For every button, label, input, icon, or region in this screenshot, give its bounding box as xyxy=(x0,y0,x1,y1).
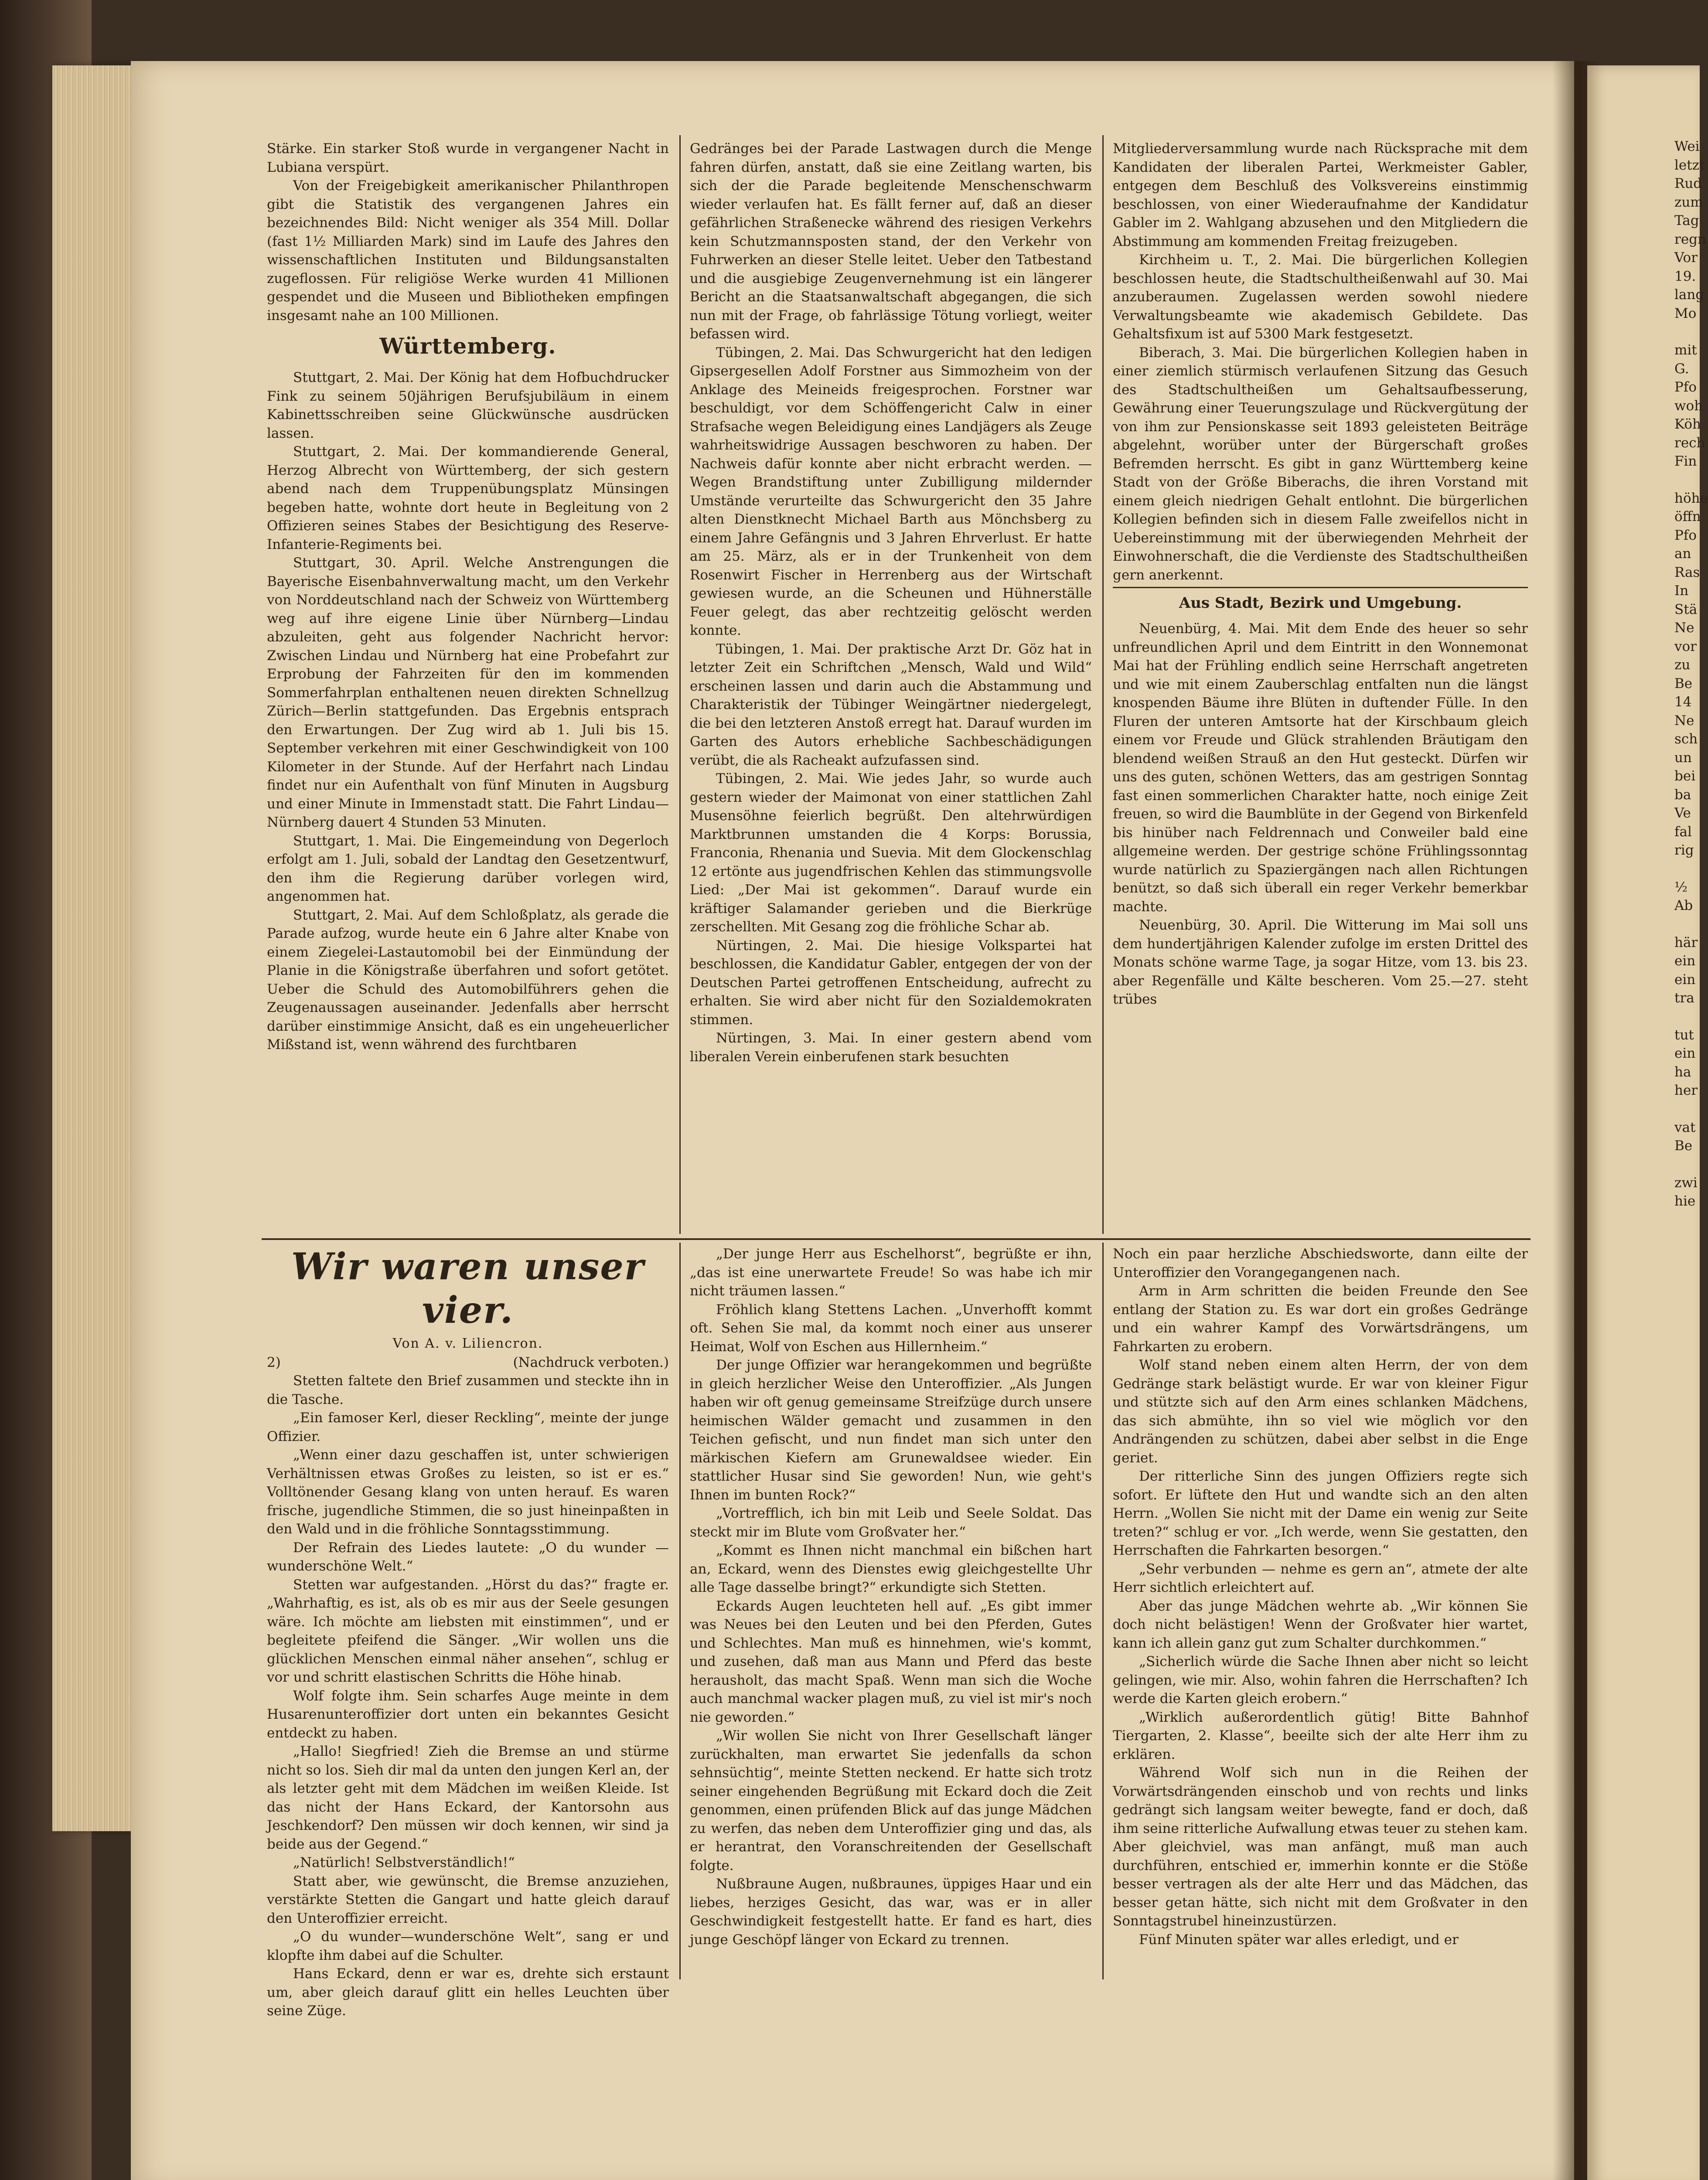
next-page-line: tut xyxy=(1674,1027,1694,1043)
next-page-line: tra xyxy=(1674,990,1694,1006)
next-page-line: Mo xyxy=(1674,305,1697,321)
next-page-line: G. xyxy=(1674,361,1689,377)
next-page-line: ha xyxy=(1674,1064,1691,1080)
news-item: Neuenbürg, 30. April. Die Witterung im Mai soll uns dem hundertjährigen Kalender zufolge im ersten Drittel des Monats schöne warme Tage, ja sogar Hitze, vom 13. bis 23. aber Regenfälle und Kälte bescheren. Vom 25.—27. steht trübes xyxy=(1113,917,1528,1007)
next-page-line xyxy=(1674,1100,1701,1118)
next-page-line: regn xyxy=(1674,231,1706,247)
next-page-line: 14 xyxy=(1674,694,1692,710)
next-page-line: här xyxy=(1674,934,1698,950)
news-item: Stuttgart, 1. Mai. Die Eingemeindung von Degerloch erfolgt am 1. Juli, sobald der Landtag den Gesetzentwurf, den ihm die Regierung darüber vorlegen wird, angenommen hat. xyxy=(267,833,669,904)
column-rule xyxy=(1102,135,1104,1234)
news-item: Tübingen, 2. Mai. Das Schwurgericht hat den ledigen Gipsergesellen Adolf Forstner aus Simmozheim von der Anklage des Meineids freigesprochen. Forstner war beschuldigt, vor dem Schöffengericht Calw in einer Strafsache wegen Beleidigung eines Landjägers als Zeuge wahrheitswidrige Aussagen beschworen zu haben. Der Nachweis dafür konnte aber nicht erbracht werden. — Wegen Brandstiftung unter Zubilligung mildernder Umstände verurteilte das Schwurgericht den 35 Jahre alten Dienstknecht Michael Barth aus Mönchsberg zu einem Jahre Gefängnis und 3 Jahren Ehrverlust. Er hatte am 25. März, als er in der Trunkenheit von dem Rosenwirt Fischer in Herrenberg aus der Wirtschaft gewiesen wurde, an die Scheunen und Hühnerställe Feuer gelegt, das aber rechtzeitig gelöscht werden konnte. xyxy=(690,344,1092,638)
next-page-line: Be xyxy=(1674,675,1693,691)
story-paragraph: „Wirklich außerordentlich gütig! Bitte Bahnhof Tiergarten, 2. Klasse“, beeilte sich der alte Herr ihm zu erklären. xyxy=(1113,1709,1528,1762)
section-heading-wuerttemberg: Württemberg. xyxy=(379,333,556,359)
next-page-line: an xyxy=(1674,546,1691,562)
next-page-line: zum xyxy=(1674,194,1703,210)
next-page-line xyxy=(1674,323,1701,341)
story-paragraph: Aber das junge Mädchen wehrte ab. „Wir können Sie doch nicht belästigen! Wenn der Großvater hier wartet, kann ich allein ganz gut zum Schalter durchkommen.“ xyxy=(1113,1598,1528,1651)
next-page-line: Fin xyxy=(1674,453,1697,469)
next-page-line: rech xyxy=(1674,435,1705,451)
next-page-line: ein xyxy=(1674,953,1696,969)
column-rule xyxy=(679,135,681,1234)
story-paragraph: „Ein famoser Kerl, dieser Reckling“, meinte der junge Offizier. xyxy=(267,1410,669,1444)
next-page-line: Ras xyxy=(1674,564,1700,580)
story-paragraph: „Vortrefflich, ich bin mit Leib und Seele Soldat. Das steckt mir im Blute vom Großvater her.“ xyxy=(690,1506,1092,1540)
next-page-line: öffn xyxy=(1674,509,1701,525)
next-page-line: Pfo xyxy=(1674,527,1697,543)
news-item: Mitgliederversammlung wurde nach Rücksprache mit dem Kandidaten der liberalen Partei, Werkmeister Gabler, entgegen dem Beschluß des Volksvereins einstimmig beschlossen, von einer Wiederaufnahme der Kandidatur Gabler im 2. Wahlgang abzusehen und den Mitgliedern die Abstimmung am kommenden Freitag freizugeben. xyxy=(1113,141,1528,249)
next-page-line: Tag xyxy=(1674,213,1699,228)
story-paragraph: „Sicherlich würde die Sache Ihnen aber nicht so leicht gelingen, wie mir. Also, wohin fahren die Herrschaften? Ich werde die Karten gleich erobern.“ xyxy=(1113,1654,1528,1707)
next-page-line: bei xyxy=(1674,768,1696,784)
next-page-line: Ve xyxy=(1674,805,1691,821)
next-page-line: Vor xyxy=(1674,250,1698,266)
story-paragraph: Fünf Minuten später war alles erledigt, und er xyxy=(1139,1931,1459,1948)
next-page-line: Stä xyxy=(1674,601,1698,617)
story-paragraph: „Hallo! Siegfried! Zieh die Bremse an und stürme nicht so los. Sieh dir mal da unten den jungen Kerl an, der als letzter geht mit dem Mädchen im weißen Kleide. Ist das nicht der Hans Eckard, der Kantorsohn aus Jeschkendorf? Den müssen wir doch kennen, wir sind ja beide aus der Gegend.“ xyxy=(267,1744,669,1852)
next-page-line: hie xyxy=(1674,1193,1696,1209)
next-page-line xyxy=(1674,1155,1701,1174)
next-page-line: Rud xyxy=(1674,176,1702,191)
news-column-1 xyxy=(267,140,669,1234)
story-paragraph: Während Wolf sich nun in die Reihen der Vorwärtsdrängenden einschob und von rechts und links gedrängt sich langsam weiter bewegte, fand er doch, daß ihm seine ritterliche Aufwallung etwas teuer zu stehen kam. Aber gleichviel, was man anfängt, muß man auch durchführen, entschied er, immerhin konnte er die Stöße besser vertragen als der alte Herr und das Mädchen, das besser getan hätte, sich nicht mit dem Großvater in den Sonntagstrubel hineinzustürzen. xyxy=(1113,1765,1528,1929)
story-paragraph: Hans Eckard, denn er war es, drehte sich erstaunt um, aber gleich darauf glitt ein helles Leuchten über seine Züge. xyxy=(267,1966,669,2019)
next-page-line: mit xyxy=(1674,342,1697,358)
next-page-line: zwi xyxy=(1674,1175,1698,1191)
story-paragraph: „Natürlich! Selbstverständlich!“ xyxy=(293,1855,515,1870)
next-page-line: Wei xyxy=(1674,139,1700,154)
news-item: Stuttgart, 2. Mai. Der kommandierende General, Herzog Albrecht von Württemberg, der sich gestern abend nach dem Truppenübungsplatz Münsingen begeben hatte, wohnte dort heute in Begleitung von 2 Offizieren seines Stabes der Besichtigung des Reserve-Infanterie-Regiments bei. xyxy=(267,444,669,552)
next-page-line xyxy=(1674,471,1701,489)
story-paragraph: „Kommt es Ihnen nicht manchmal ein bißchen hart an, Eckard, wenn des Dienstes ewig gleichgestellte Uhr alle Tage dasselbe bringt?“ erkundigte sich Stetten. xyxy=(690,1543,1092,1595)
next-page-line: lang xyxy=(1674,287,1705,303)
section-heading-local: Aus Stadt, Bezirk und Umgebung. xyxy=(1113,587,1528,615)
news-item: Gedränges bei der Parade Lastwagen durch die Menge fahren dürfen, anstatt, daß sie eine Zeitlang warten, bis sich der die Parade begleitende Menschenschwarm wieder verlaufen hat. Es fällt ferner auf, daß an dieser gefährlichen Straßenecke während des riesigen Verkehrs kein Schutzmannsposten stand, der den Verkehr von Fuhrwerken an dieser Stelle leitet. Ueber den Tatbestand und die ausgiebige Zeugenvernehmung ist ein längerer Bericht an die Staatsanwaltschaft abgegangen, die sich nun mit der Frage, ob fahrlässige Tötung vorliegt, weiter befassen wird. xyxy=(690,141,1092,342)
story-meta xyxy=(267,1353,669,1372)
newspaper-page xyxy=(131,61,1574,2180)
story-paragraph: „O du wunder—wunderschöne Welt“, sang er und klopfte ihm dabei auf die Schulter. xyxy=(267,1929,669,1963)
next-page-line: un xyxy=(1674,749,1692,766)
next-page-line: Pfo xyxy=(1674,379,1697,395)
story-paragraph: Statt aber, wie gewünscht, die Bremse anzuziehen, verstärkte Stetten die Gangart und hatte gleich darauf den Unteroffizier erreicht. xyxy=(267,1873,669,1926)
story-paragraph: Eckards Augen leuchteten hell auf. „Es gibt immer was Neues bei den Leuten und bei den Pferden, Gutes und Schlechtes. Man muß es hinnehmen, wie's kommt, und zusehen, daß man aus Mann und Pferd das beste herausholt, das macht Spaß. Wenn man sich die Woche auch manchmal wacker plagen muß, zu viel ist mir's noch nie geworden.“ xyxy=(690,1598,1092,1725)
story-paragraph: Fröhlich klang Stettens Lachen. „Unverhofft kommt oft. Sehen Sie mal, da kommt noch einer aus unserer Heimat, Wolf von Eschen aus Hillernheim.“ xyxy=(690,1301,1092,1355)
feuilleton-rule xyxy=(262,1238,1531,1240)
story-paragraph: Wolf folgte ihm. Sein scharfes Auge meinte in dem Husarenunteroffizier dort unten ein bekanntes Gesicht entdeckt zu haben. xyxy=(267,1688,669,1741)
next-page-line: In xyxy=(1674,583,1689,599)
news-item: Tübingen, 2. Mai. Wie jedes Jahr, so wurde auch gestern wieder der Maimonat von einer stattlichen Zahl Musensöhne feierlich begrüßt. Den altehrwürdigen Marktbrunnen umstanden die 4 Korps: Borussia, Franconia, Rhenania und Suevia. Mit dem Glockenschlag 12 ertönte aus jugendfrischen Kehlen das stimmungsvolle Lied: „Der Mai ist gekommen“. Darauf wurde ein kräftiger Salamander gerieben und die Bierkrüge zerschellten. Mit Gesang zog die fröhliche Schar ab. xyxy=(690,771,1092,935)
story-paragraph: „Wir wollen Sie nicht von Ihrer Gesellschaft länger zurückhalten, man erwartet Sie jedenfalls da schon sehnsüchtig“, meinte Stetten neckend. Er hatte sich trotz seiner eingehenden Begrüßung mit Eckard doch die Zeit genommen, einen prüfenden Blick auf das junge Mädchen zu werfen, das neben dem Unteroffizier ging und das, als er herantrat, den Voranschreitenden der Gesellschaft folgte. xyxy=(690,1728,1092,1873)
story-paragraph: „Der junge Herr aus Eschelhorst“, begrüßte er ihn, „das ist eine unerwartete Freude! So was habe ich mir nicht träumen lassen.“ xyxy=(690,1246,1092,1299)
story-column-3 xyxy=(1113,1245,1528,1977)
news-item: Tübingen, 1. Mai. Der praktische Arzt Dr. Göz hat in letzter Zeit ein Schriftchen „Mensch, Wald und Wild“ erscheinen lassen und darin auch die Abstammung und Charakteristik der Tübinger Weingärtner niedergelegt, die bei den letzteren Anstoß erregt hat. Darauf wurden im Garten des Autors erhebliche Sachbeschädigungen verübt, die als Racheakt aufzufassen sind. xyxy=(690,641,1092,768)
reprint-notice: (Nachdruck verboten.) xyxy=(513,1354,669,1370)
news-item: Nürtingen, 3. Mai. In einer gestern abend vom liberalen Verein einberufenen stark besuchten xyxy=(690,1030,1092,1065)
story-paragraph: Stetten war aufgestanden. „Hörst du das?“ fragte er. „Wahrhaftig, es ist, als ob es mir aus der Seele gesungen wäre. Ich möchte am liebsten mit einstimmen“, und er begleitete pfeifend die Sänger. „Wir wollen uns die glücklichen Menschen einmal näher ansehen“, schlug er vor und schritt elastischen Schritts die Höhe hinab. xyxy=(267,1577,669,1685)
next-page-edge xyxy=(1587,65,1708,2180)
story-paragraph: „Wenn einer dazu geschaffen ist, unter schwierigen Verhältnissen etwas Großes zu leisten, so ist er es.“ Volltönender Gesang klang von unten herauf. Es waren frische, jugendliche Stimmen, die so just hineinpaßten in den Wald und in die fröhliche Sonntagsstimmung. xyxy=(267,1447,669,1537)
story-paragraph: Der ritterliche Sinn des jungen Offiziers regte sich sofort. Er lüftete den Hut und wandte sich an den alten Herrn. „Wollen Sie nicht mit der Dame ein wenig zur Seite treten?“ schlug er vor. „Ich werde, wenn Sie gestatten, den Herrschaften die Fahrkarten besorgen.“ xyxy=(1113,1468,1528,1558)
next-page-line: woh xyxy=(1674,398,1703,414)
next-page-line: vat xyxy=(1674,1119,1696,1135)
col1-intro-2: Von der Freigebigkeit amerikanischer Philanthropen gibt die Statistik des vergangenen Jahres ein bezeichnendes Bild: Nicht weniger als 354 Mill. Dollar (fast 1½ Milliarden Mark) sind im Laufe des Jahres den wissenschaftlichen Instituten und Bildungsanstalten zugeflossen. Für religiöse Werke wurden 41 Millionen gespendet und die Museen und Bibliotheken empfingen insgesamt nahe an 100 Millionen. xyxy=(267,178,669,324)
story-paragraph: Arm in Arm schritten die beiden Freunde den See entlang der Station zu. Es war dort ein großes Gedränge und ein wahrer Kampf des Vorwärtsdrängens, um Fahrkarten zu erobern. xyxy=(1113,1283,1528,1355)
next-page-line: sch xyxy=(1674,731,1698,747)
next-page-line: ein xyxy=(1674,971,1696,988)
next-page-line: ½ xyxy=(1674,879,1688,895)
next-page-line: zu xyxy=(1674,657,1691,673)
story-paragraph: Nußbraune Augen, nußbraunes, üppiges Haar und ein liebes, herziges Gesicht, das war, was er in aller Geschwindigkeit festgestellt hatte. Er fand es hart, dies junge Geschöpf länger von Eckard zu trennen. xyxy=(690,1876,1092,1948)
next-page-line: Ne xyxy=(1674,712,1694,729)
next-page-line: 19. xyxy=(1674,268,1696,284)
story-column-1 xyxy=(267,1245,669,2019)
column-rule xyxy=(679,1243,681,1979)
story-title: Wir waren unser vier. xyxy=(291,1245,645,1332)
news-item: Kirchheim u. T., 2. Mai. Die bürgerlichen Kollegien beschlossen heute, die Stadtschultheißenwahl auf 30. Mai anzuberaumen. Zugelassen werden sowohl niedere Verwaltungsbeamte wie akademisch Gebildete. Das Gehaltsfixum ist auf 5300 Mark festgesetzt. xyxy=(1113,252,1528,342)
col1-intro-1: Stärke. Ein starker Stoß wurde in vergangener Nacht in Lubiana verspürt. xyxy=(267,141,669,175)
story-author: Von A. v. Liliencron. xyxy=(392,1336,543,1351)
next-page-line xyxy=(1674,1008,1701,1026)
next-page-line: Köh xyxy=(1674,416,1701,432)
news-item: Neuenbürg, 4. Mai. Mit dem Ende des heuer so sehr unfreundlichen April und dem Eintritt in den Wonnemonat Mai hat der Frühling endlich seine Herrschaft angetreten und wie mit einem Zauberschlag entfalten nun die längst knospenden Bäume ihre Blüten in duftender Fülle. In den Fluren der unteren Amtsorte hat der Kirschbaum gleich einem vor Freude und Glück strahlenden Bräutigam den blendend weißen Strauß an den Hut gesteckt. Dürfen wir uns des guten, schönen Wetters, das am gestrigen Sonntag fast einen sommerlichen Charakter hatte, noch einige Zeit freuen, so wird die Baumblüte in der Gegend von Birkenfeld bis hinüber nach Feldrennach und Conweiler bald eine allgemeine werden. Der gestrige schöne Frühlingssonntag wurde natürlich zu Spaziergängen nach allen Richtungen benützt, so daß sich überall ein reger Verkehr bemerkbar machte. xyxy=(1113,621,1528,915)
next-page-line: höhe xyxy=(1674,490,1708,506)
next-page-line: rig xyxy=(1674,842,1694,858)
news-item: Nürtingen, 2. Mai. Die hiesige Volkspartei hat beschlossen, die Kandidatur Gabler, entgegen der von der Deutschen Partei getroffenen Entscheidung, aufrecht zu erhalten. Sie wird aber nicht für den Sozialdemokraten stimmen. xyxy=(690,937,1092,1028)
column-rule xyxy=(1102,1243,1104,1979)
story-paragraph: Der junge Offizier war herangekommen und begrüßte in gleich herzlicher Weise den Unteroffizier. „Als Jungen haben wir oft genug gemeinsame Streifzüge durch unsere heimischen Wälder gemacht und zusammen in den Teichen gefischt, und nun findet man sich unter den märkischen Kiefern am Grunewaldsee wieder. Ein stattlicher Husar sind Sie geworden! Nun, wie geht's Ihnen im bunten Rock?“ xyxy=(690,1357,1092,1503)
next-page-line: Be xyxy=(1674,1138,1693,1154)
installment-number: 2) xyxy=(267,1354,281,1370)
story-paragraph: Der Refrain des Liedes lautete: „O du wunder — wunderschöne Welt.“ xyxy=(267,1540,669,1574)
next-page-line: letzt xyxy=(1674,157,1705,173)
next-page-line: vor xyxy=(1674,638,1697,654)
news-item: Stuttgart, 2. Mai. Auf dem Schloßplatz, als gerade die Parade aufzog, wurde heute ein 6 Jahre alter Knabe von einem Ziegelei-Lastautomobil bei der Einmündung der Planie in die Königstraße überfahren und sofort getötet. Ueber die Schuld des Automobilführers gehen die Zeugenaussagen auseinander. Jedenfalls aber herrscht darüber einstimmige Ansicht, daß es ein ungeheuerlicher Mißstand ist, wenn während des furchtbaren xyxy=(267,907,669,1053)
news-item: Biberach, 3. Mai. Die bürgerlichen Kollegien haben in einer ziemlich stürmisch verlaufenen Sitzung das Gesuch des Stadtschultheißen um Gehaltsaufbesserung, Gewährung einer Teuerungszulage und Rückvergütung der von ihm zur Pensionskasse seit 1893 geleisteten Beiträge abgelehnt, worüber unter der Bürgerschaft großes Befremden herrscht. Es gibt in ganz Württemberg keine Stadt von der Größe Biberachs, die ihren Vorstand mit einem gleich niedrigen Gehalt entlohnt. Die bürgerlichen Kollegien befinden sich in diesem Falle zweifellos nicht in Uebereinstimmung mit der überwiegenden Mehrheit der Einwohnerschaft, die die Verdienste des Stadtschultheißen gern anerkennt. xyxy=(1113,344,1528,583)
next-page-line: Ab xyxy=(1674,898,1693,913)
news-column-2 xyxy=(690,140,1092,1234)
story-paragraph: Noch ein paar herzliche Abschiedsworte, dann eilte der Unteroffizier den Vorangegangenen nach. xyxy=(1113,1246,1528,1281)
news-item: Stuttgart, 2. Mai. Der König hat dem Hofbuchdrucker Fink zu seinem 50jährigen Berufsjubiläum in einem Kabinettsschreiben seine Glückwünsche ausdrücken lassen. xyxy=(267,370,669,441)
news-item: Stuttgart, 30. April. Welche Anstrengungen die Bayerische Eisenbahnverwaltung macht, um den Verkehr von Norddeutschland nach der Schweiz von Württemberg weg auf ihre eigene Linie über Nürnberg—Lindau abzuleiten, geht aus folgender Nachricht hervor: Zwischen Lindau und Nürnberg hat eine Probefahrt zur Erprobung der Fahrzeiten für den im kommenden Sommerfahrplan enthaltenen neuen direkten Schnellzug Zürich—Berlin stattgefunden. Das Ergebnis entsprach den Erwartungen. Der Zug wird ab 1. Juli bis 15. September verkehren mit einer Geschwindigkeit von 100 Kilometer in der Stunde. Auf der Herfahrt nach Lindau findet nur ein Aufenthalt von fünf Minuten in Augsburg und einer Minute in Immenstadt statt. Die Fahrt Lindau—Nürnberg dauert 4 Stunden 53 Minuten. xyxy=(267,555,669,830)
news-column-3 xyxy=(1113,140,1528,1234)
next-page-line: ein xyxy=(1674,1046,1696,1061)
next-page-line xyxy=(1674,860,1701,878)
next-page-line: Ne xyxy=(1674,620,1694,636)
next-page-line: her xyxy=(1674,1083,1698,1098)
story-paragraph: Wolf stand neben einem alten Herrn, der von dem Gedränge stark belästigt wurde. Er war von kleiner Figur und stützte sich auf den Arm eines schlanken Mädchens, das sich abmühte, ihn so viel wie möglich vor den Andrängenden zu schützen, dabei aber selbst in die Enge geriet. xyxy=(1113,1357,1528,1466)
next-page-line xyxy=(1674,915,1701,933)
next-page-line: ba xyxy=(1674,787,1691,803)
story-column-2 xyxy=(690,1245,1092,1977)
next-page-text xyxy=(1674,137,1708,2056)
next-page-line: fal xyxy=(1674,824,1692,840)
story-paragraph: „Sehr verbunden — nehme es gern an“, atmete der alte Herr sichtlich erleichtert auf. xyxy=(1113,1561,1528,1595)
story-paragraph: Stetten faltete den Brief zusammen und steckte ihn in die Tasche. xyxy=(267,1373,669,1407)
